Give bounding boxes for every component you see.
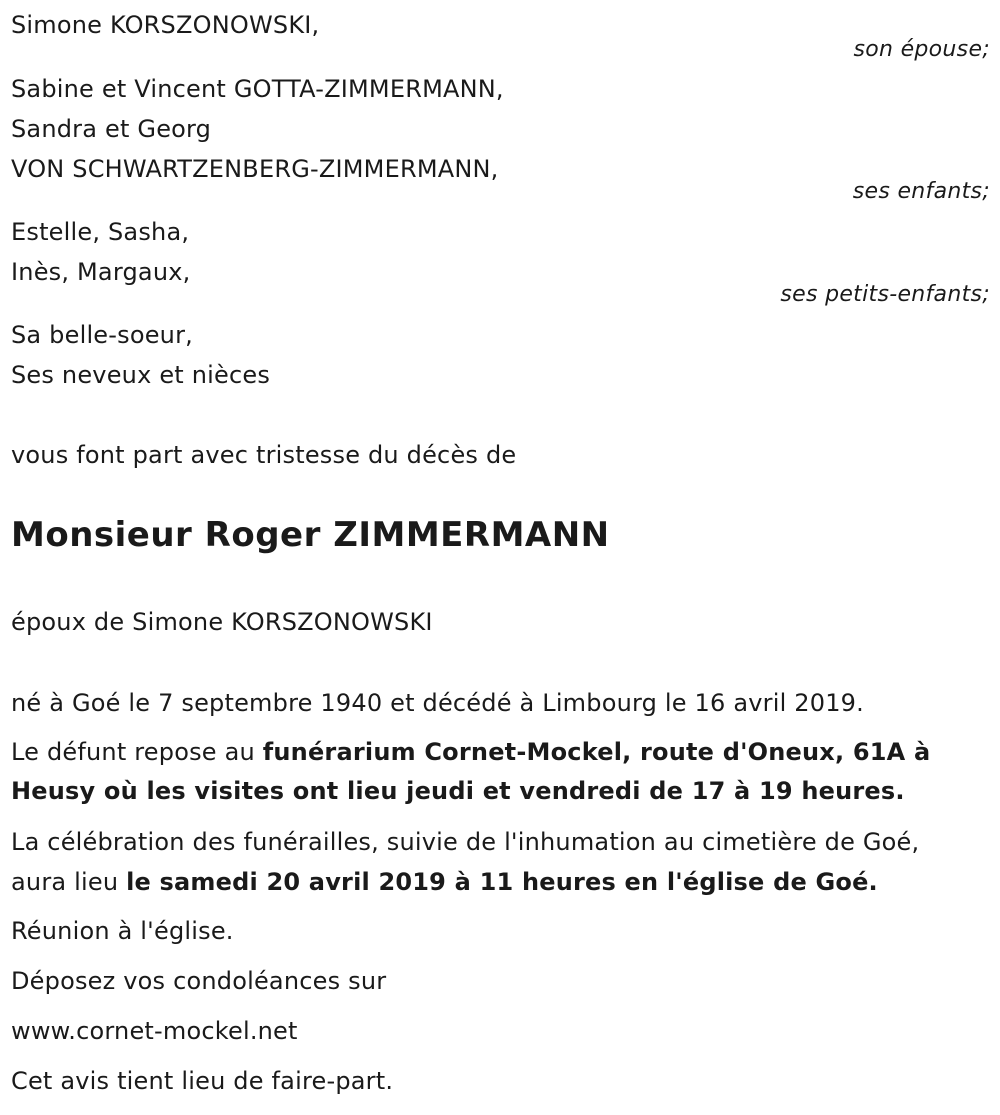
deceased-name: Monsieur Roger ZIMMERMANN <box>11 515 610 555</box>
spouse-name: Simone KORSZONOWSKI, <box>11 11 320 39</box>
rest-location: funérarium Cornet-Mockel, route d'Oneux, 61A à <box>262 738 931 766</box>
children-role: ses enfants; <box>852 179 990 204</box>
children-line-1: Sabine et Vincent GOTTA-ZIMMERMANN, <box>11 75 504 103</box>
grandchildren-line-2: Inès, Margaux, <box>11 258 191 286</box>
rest-prefix: Le défunt repose au <box>11 738 263 766</box>
ceremony-date: le samedi 20 avril 2019 à 11 heures en l'église de Goé. <box>126 868 878 896</box>
others-line-1: Sa belle-soeur, <box>11 321 193 349</box>
grandchildren-role: ses petits-enfants; <box>780 282 990 307</box>
meeting-text: Réunion à l'église. <box>11 917 234 945</box>
children-line-3: VON SCHWARTZENBERG-ZIMMERMANN, <box>11 155 499 183</box>
spouse-of-text: époux de Simone KORSZONOWSKI <box>11 608 433 636</box>
spouse-role: son épouse; <box>853 37 990 62</box>
others-line-2: Ses neveux et nièces <box>11 361 271 389</box>
birth-death-text: né à Goé le 7 septembre 1940 et décédé à Limbourg le 16 avril 2019. <box>11 689 864 717</box>
rest-line-2 <box>11 776 905 806</box>
intro-text: vous font part avec tristesse du décès de <box>11 441 517 469</box>
notice-text: Cet avis tient lieu de faire-part. <box>11 1067 394 1095</box>
ceremony-line-2 <box>11 867 878 897</box>
visit-details: Heusy où les visites ont lieu jeudi et vendredi de 17 à 19 heures. <box>11 777 905 805</box>
condolences-text: Déposez vos condoléances sur <box>11 967 387 995</box>
ceremony-line-1: La célébration des funérailles, suivie de l'inhumation au cimetière de Goé, <box>11 828 920 856</box>
ceremony-prefix: aura lieu <box>11 868 127 896</box>
grandchildren-line-1: Estelle, Sasha, <box>11 218 190 246</box>
website-link[interactable]: www.cornet-mockel.net <box>11 1017 298 1045</box>
children-line-2: Sandra et Georg <box>11 115 212 143</box>
rest-line-1 <box>11 737 930 767</box>
